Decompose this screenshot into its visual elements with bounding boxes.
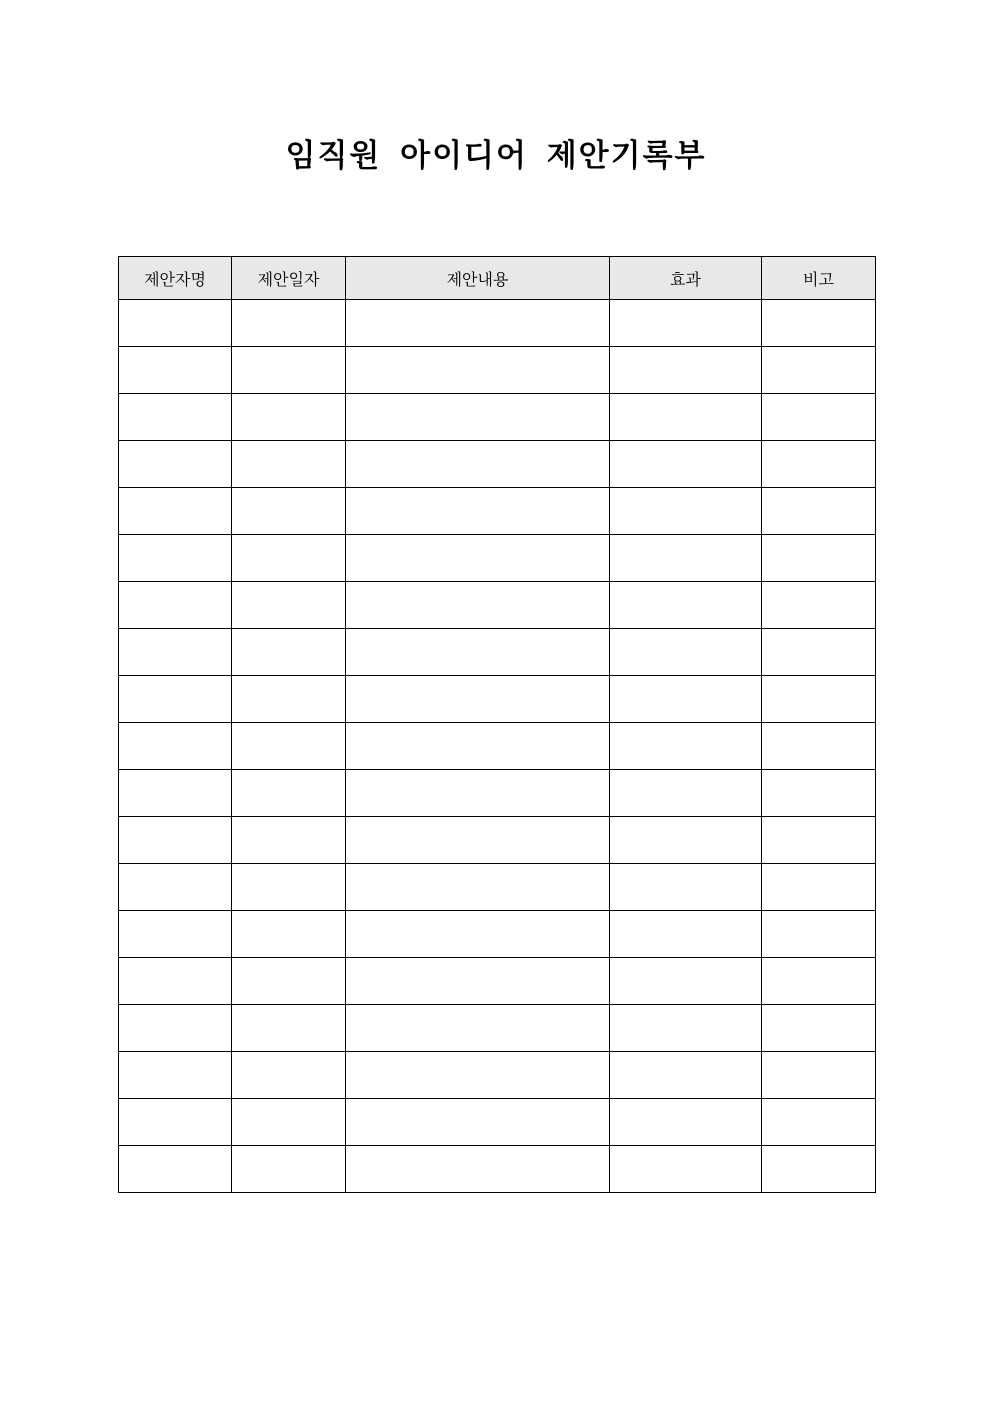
cell-remarks[interactable] [762, 911, 876, 958]
cell-proposal-date[interactable] [232, 676, 346, 723]
header-proposal-content: 제안내용 [346, 257, 610, 300]
header-proposal-date: 제안일자 [232, 257, 346, 300]
cell-proposal-date[interactable] [232, 911, 346, 958]
cell-proposal-content[interactable] [346, 1005, 610, 1052]
cell-proposal-content[interactable] [346, 958, 610, 1005]
cell-proposal-date[interactable] [232, 535, 346, 582]
cell-effect[interactable] [610, 441, 762, 488]
cell-proposal-date[interactable] [232, 394, 346, 441]
cell-effect[interactable] [610, 629, 762, 676]
cell-effect[interactable] [610, 300, 762, 347]
cell-remarks[interactable] [762, 394, 876, 441]
table-row [119, 911, 876, 958]
cell-remarks[interactable] [762, 441, 876, 488]
cell-proposal-date[interactable] [232, 488, 346, 535]
table-row [119, 817, 876, 864]
cell-effect[interactable] [610, 770, 762, 817]
cell-proposer-name[interactable] [119, 911, 232, 958]
cell-effect[interactable] [610, 723, 762, 770]
cell-remarks[interactable] [762, 676, 876, 723]
cell-effect[interactable] [610, 676, 762, 723]
cell-proposer-name[interactable] [119, 676, 232, 723]
cell-remarks[interactable] [762, 958, 876, 1005]
cell-effect[interactable] [610, 1005, 762, 1052]
cell-proposer-name[interactable] [119, 629, 232, 676]
cell-remarks[interactable] [762, 864, 876, 911]
table-row [119, 394, 876, 441]
cell-effect[interactable] [610, 582, 762, 629]
table-row [119, 676, 876, 723]
cell-effect[interactable] [610, 347, 762, 394]
header-proposer-name: 제안자명 [119, 257, 232, 300]
cell-remarks[interactable] [762, 488, 876, 535]
cell-effect[interactable] [610, 1146, 762, 1193]
cell-proposer-name[interactable] [119, 441, 232, 488]
cell-proposal-content[interactable] [346, 441, 610, 488]
table-row [119, 535, 876, 582]
cell-remarks[interactable] [762, 770, 876, 817]
table-row [119, 1099, 876, 1146]
cell-remarks[interactable] [762, 1099, 876, 1146]
cell-proposal-date[interactable] [232, 629, 346, 676]
cell-remarks[interactable] [762, 582, 876, 629]
table-row [119, 582, 876, 629]
table-row [119, 347, 876, 394]
table-row [119, 723, 876, 770]
cell-proposal-date[interactable] [232, 1052, 346, 1099]
cell-effect[interactable] [610, 1099, 762, 1146]
cell-proposal-content[interactable] [346, 629, 610, 676]
cell-proposal-content[interactable] [346, 1052, 610, 1099]
cell-proposer-name[interactable] [119, 488, 232, 535]
cell-remarks[interactable] [762, 1052, 876, 1099]
cell-effect[interactable] [610, 535, 762, 582]
cell-proposal-date[interactable] [232, 1146, 346, 1193]
cell-proposer-name[interactable] [119, 958, 232, 1005]
cell-proposal-date[interactable] [232, 1005, 346, 1052]
cell-proposer-name[interactable] [119, 1146, 232, 1193]
table-row [119, 1146, 876, 1193]
cell-proposer-name[interactable] [119, 1052, 232, 1099]
cell-effect[interactable] [610, 911, 762, 958]
cell-remarks[interactable] [762, 535, 876, 582]
cell-proposal-content[interactable] [346, 676, 610, 723]
cell-proposal-date[interactable] [232, 864, 346, 911]
header-effect: 효과 [610, 257, 762, 300]
cell-effect[interactable] [610, 394, 762, 441]
cell-remarks[interactable] [762, 1146, 876, 1193]
cell-proposal-date[interactable] [232, 770, 346, 817]
cell-proposal-content[interactable] [346, 770, 610, 817]
cell-proposer-name[interactable] [119, 347, 232, 394]
cell-proposal-content[interactable] [346, 582, 610, 629]
cell-proposer-name[interactable] [119, 864, 232, 911]
cell-proposer-name[interactable] [119, 582, 232, 629]
cell-remarks[interactable] [762, 817, 876, 864]
table-row [119, 770, 876, 817]
cell-proposer-name[interactable] [119, 770, 232, 817]
cell-proposal-content[interactable] [346, 300, 610, 347]
cell-proposal-content[interactable] [346, 864, 610, 911]
table-header-row [119, 257, 876, 300]
cell-proposer-name[interactable] [119, 1099, 232, 1146]
cell-effect[interactable] [610, 864, 762, 911]
cell-proposal-date[interactable] [232, 582, 346, 629]
table-row [119, 1052, 876, 1099]
cell-proposal-content[interactable] [346, 347, 610, 394]
cell-proposal-content[interactable] [346, 817, 610, 864]
table-row [119, 488, 876, 535]
cell-proposal-content[interactable] [346, 535, 610, 582]
table-row [119, 300, 876, 347]
cell-proposal-date[interactable] [232, 347, 346, 394]
cell-proposal-date[interactable] [232, 1099, 346, 1146]
cell-proposer-name[interactable] [119, 535, 232, 582]
cell-proposal-content[interactable] [346, 394, 610, 441]
cell-proposal-date[interactable] [232, 723, 346, 770]
cell-proposal-content[interactable] [346, 911, 610, 958]
cell-remarks[interactable] [762, 723, 876, 770]
cell-remarks[interactable] [762, 1005, 876, 1052]
table-row [119, 864, 876, 911]
cell-proposal-date[interactable] [232, 300, 346, 347]
cell-remarks[interactable] [762, 347, 876, 394]
cell-proposer-name[interactable] [119, 817, 232, 864]
cell-effect[interactable] [610, 488, 762, 535]
table-row [119, 629, 876, 676]
cell-proposal-content[interactable] [346, 723, 610, 770]
cell-proposal-content[interactable] [346, 1146, 610, 1193]
cell-effect[interactable] [610, 1052, 762, 1099]
header-remarks: 비고 [762, 257, 876, 300]
cell-proposal-date[interactable] [232, 817, 346, 864]
cell-proposal-content[interactable] [346, 488, 610, 535]
table-body [119, 300, 876, 1193]
document-title: 임직원 아이디어 제안기록부 [285, 138, 707, 174]
proposal-record-table [118, 256, 876, 1193]
table-row [119, 441, 876, 488]
cell-effect[interactable] [610, 958, 762, 1005]
table-row [119, 1005, 876, 1052]
cell-proposal-date[interactable] [232, 441, 346, 488]
cell-proposer-name[interactable] [119, 394, 232, 441]
cell-proposer-name[interactable] [119, 1005, 232, 1052]
cell-proposer-name[interactable] [119, 300, 232, 347]
cell-effect[interactable] [610, 817, 762, 864]
table-row [119, 958, 876, 1005]
cell-remarks[interactable] [762, 300, 876, 347]
cell-proposal-content[interactable] [346, 1099, 610, 1146]
cell-proposal-date[interactable] [232, 958, 346, 1005]
cell-remarks[interactable] [762, 629, 876, 676]
cell-proposer-name[interactable] [119, 723, 232, 770]
